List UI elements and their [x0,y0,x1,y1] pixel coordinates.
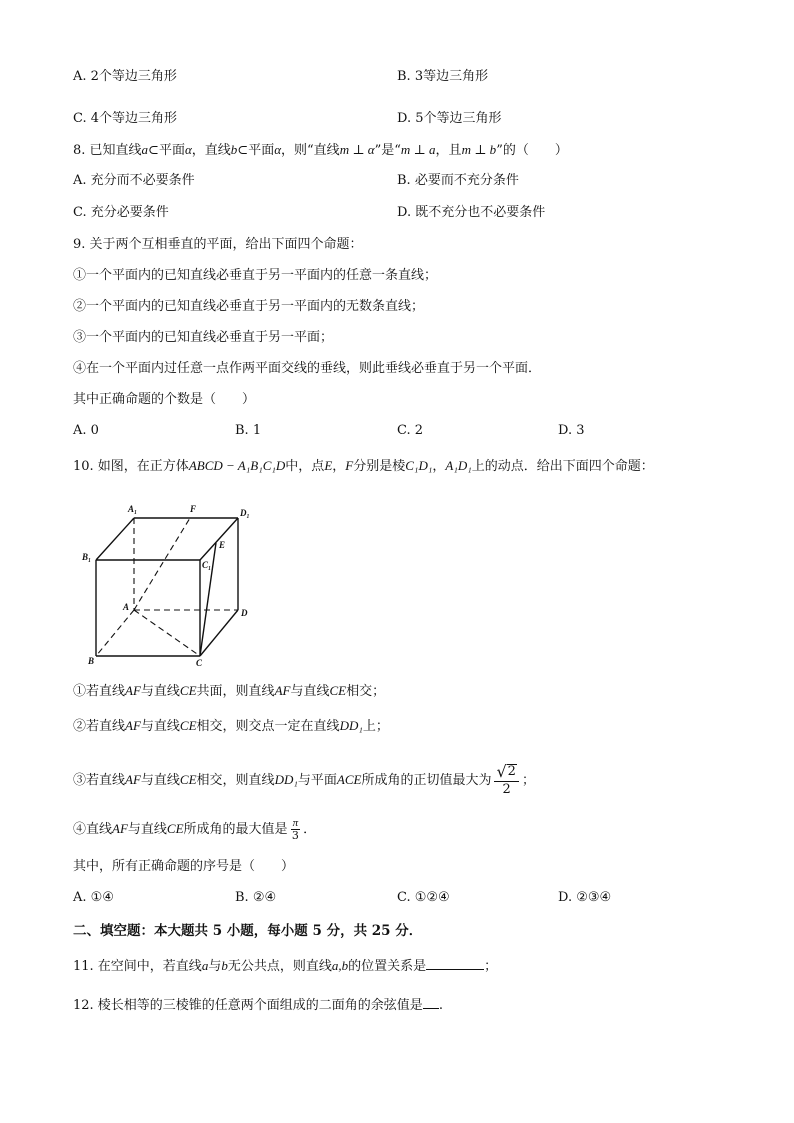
q10-text: 分别是棱 [353,459,406,474]
q10-text: 上； [362,719,389,734]
q10-math-pi: π [292,817,299,829]
q10-text: 与直线 [140,684,180,699]
vertex-label: B₁ [82,552,92,562]
q10-stem [73,457,654,476]
q11-text: 无公共点，则直线 [227,959,332,974]
q10-statement-3 [73,762,535,799]
q8-option-b: B. 必要而不充分条件 [397,173,519,188]
q10-math-af: AF [125,772,141,787]
q11-math-a: a [201,958,209,973]
q10-text: 与直线 [140,773,180,788]
vertex-label: C [196,658,203,668]
q9-option-b: B. 1 [235,423,262,438]
q10-text: ③若直线 [73,773,126,788]
vertex-label: E [219,540,226,550]
q7-option-d: D. 5个等边三角形 [397,111,502,126]
q10-text: 与直线 [290,684,330,699]
q10-option-c: C. ①②④ [397,890,450,905]
answer-blank[interactable] [426,957,484,970]
q8-text: ”的（ ） [496,143,568,158]
q9-option-a: A. 0 [73,423,99,438]
q10-text: 10. 如图，在正方体 [73,459,189,474]
q10-text: 相交，则直线 [196,773,275,788]
q10-math-edge: A₁D₁ [445,458,472,473]
q9-statement-2: ②一个平面内的已知直线必垂直于另一平面内的无数条直线； [73,299,425,314]
q9-statement-4: ④在一个平面内过任意一点作两平面交线的垂线，则此垂线必垂直于另一个平面． [73,361,542,376]
q7-option-b: B. 3等边三角形 [397,69,489,84]
q10-text: 与直线 [127,822,167,837]
q8-text: 8. 已知直线 [73,143,142,158]
q10-math-cube: ABCD − A₁B₁C₁D [188,458,286,473]
q8-math-alpha: α [274,142,282,157]
q11-text: 11. 在空间中，若直线 [73,959,202,974]
q10-text: 所成角的最大值是 [183,822,288,837]
vertex-label: D [241,608,248,618]
q8-stem [73,141,568,160]
fraction-pi-over-3 [291,817,301,842]
vertex-label: D₁ [240,508,250,518]
q8-text: ，直线 [191,143,231,158]
q10-statement-1 [73,682,385,701]
q8-math-alpha: α [184,142,192,157]
q10-math-af: AF [125,683,141,698]
q8-text: ⊂平面 [148,143,185,158]
q10-text: 上的动点．给出下面四个命题： [471,459,654,474]
q10-math-af: AF [112,821,128,836]
q10-option-b: B. ②④ [235,890,277,905]
vertex-label: B [88,656,95,666]
q10-math-ce: CE [179,718,197,733]
q9-statement-3: ③一个平面内的已知直线必垂直于另一平面； [73,330,334,345]
q10-math-edge: C₁D₁ [405,458,433,473]
q7-option-a: A. 2个等边三角形 [73,69,177,84]
q9-question: 其中正确命题的个数是（ ） [73,392,256,407]
q10-math-e: E [324,458,333,473]
q10-statement-2 [73,717,389,736]
q10-math-ce: CE [179,772,197,787]
q10-text: ． [303,822,317,837]
q10-text: 与直线 [140,719,180,734]
q8-text: ⊂平面 [237,143,275,158]
q10-math-f: F [345,458,354,473]
q9-option-d: D. 3 [558,423,585,438]
q8-math-cond: m ⊥ a [400,142,436,157]
q10-math-dd1: DD₁ [274,772,298,787]
section-heading: 二、填空题：本大题共 5 小题，每小题 5 分，共 25 分． [73,923,423,939]
q10-text: ； [521,773,535,788]
q12-text: . [438,998,443,1013]
q8-text: ，则“直线 [281,143,340,158]
cube-figure [80,498,260,670]
vertex-label: A₁ [128,504,138,514]
q10-math-af: AF [125,718,141,733]
q8-math-cond: m ⊥ α [339,142,375,157]
q9-statement-1: ①一个平面内的已知直线必垂直于另一平面内的任意一条直线； [73,268,438,283]
q8-math-b: b [230,142,238,157]
q11-math-b: b [221,958,228,973]
q10-text: ④直线 [73,822,113,837]
q8-math-cond: m ⊥ b [461,142,497,157]
q11-math-ab: a,b [331,958,349,973]
q8-text: ”是“ [374,143,401,158]
q7-option-c: C. 4个等边三角形 [73,111,178,126]
q8-option-d: D. 既不充分也不必要条件 [397,205,546,220]
q11-text: 与 [208,959,222,974]
q10-question: 其中，所有正确命题的序号是（ ） [73,859,295,874]
q9-stem: 9. 关于两个互相垂直的平面，给出下面四个命题： [73,237,363,252]
cube-solid-edges [96,518,238,656]
q11-text: ； [484,959,498,974]
q10-text: 与平面 [297,773,337,788]
answer-blank[interactable] [423,996,439,1009]
q10-math-ce: CE [329,683,347,698]
q10-statement-4 [73,812,316,847]
q10-math-dd1: DD₁ [339,718,363,733]
q12-text: 12. 棱长相等的三棱锥的任意两个面组成的二面角的余弦值是 [73,998,423,1013]
q10-option-d: D. ②③④ [558,890,612,905]
q12-stem [73,996,443,1015]
q10-math-ace: ACE [336,772,362,787]
q8-math-a: a [141,142,149,157]
q10-text: 共面，则直线 [196,684,275,699]
q10-math-ce: CE [166,821,184,836]
q10-math-ce: CE [179,683,197,698]
q10-text: 中，点 [285,459,325,474]
q10-math-den: 3 [291,829,299,842]
q10-option-a: A. ①④ [73,890,114,905]
q10-text: ， [432,459,446,474]
vertex-label: F [190,504,197,514]
vertex-label: C₁ [202,560,212,570]
q10-math-af: AF [274,683,291,698]
q9-option-c: C. 2 [397,423,424,438]
q8-option-a: A. 充分而不必要条件 [73,173,195,188]
q10-text: 相交，则交点一定在直线 [196,719,340,734]
q10-text: ②若直线 [73,719,126,734]
q8-text: ，且 [435,143,462,158]
q11-text: 的位置关系是 [348,959,427,974]
q11-stem [73,957,497,976]
q8-option-c: C. 充分必要条件 [73,205,169,220]
q10-text: ， [332,459,346,474]
fraction-sqrt2-over-2: √ 2 2 [494,764,518,797]
q10-text: ①若直线 [73,684,126,699]
q10-text: 相交； [346,684,386,699]
vertex-label: A [123,602,130,612]
q10-math-sqrt2: 2 [507,764,516,779]
q10-math-den: 2 [502,782,511,797]
q10-text: 所成角的正切值最大为 [361,773,492,788]
